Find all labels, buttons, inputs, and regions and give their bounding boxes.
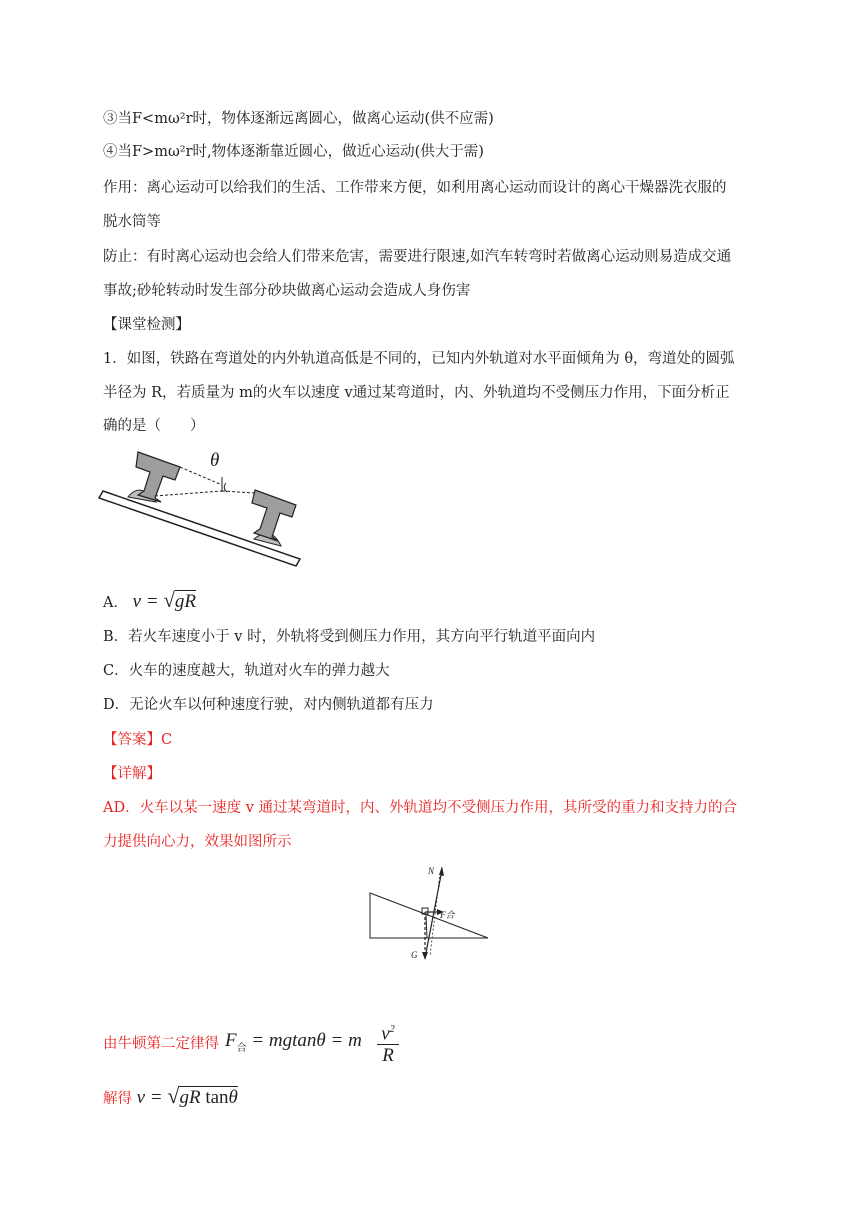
normal-force-label: N [428, 866, 435, 876]
text-line: ④当F>mω²r时,物体逐渐靠近圆心，做近心运动(供大于需) [103, 144, 484, 160]
solution-equation [103, 1082, 238, 1110]
rail-figure [95, 445, 315, 575]
explain-text: 力提供向心力，效果如图所示 [103, 834, 292, 850]
option-a-formula: v = √gR [132, 588, 196, 612]
section-heading: 【课堂检测】 [103, 317, 190, 333]
solution-formula: v = √gR tanθ [136, 1083, 238, 1108]
fraction: $v^2$ R [377, 1020, 399, 1067]
option-a-label: A． [103, 595, 128, 611]
option-a [103, 587, 196, 613]
question-text: 1．如图，铁路在弯道处的内外轨道高低是不同的，已知内外轨道对水平面倾角为 θ，弯道处的圆弧 [103, 351, 735, 367]
text-line: 防止：有时离心运动也会给人们带来危害，需要进行限速,如汽车转弯时若做离心运动则易造成交通 [103, 249, 732, 265]
text-line: 作用：离心运动可以给我们的生活、工作带来方便，如利用离心运动而设计的离心干燥器洗衣服的 [103, 180, 727, 196]
text-line: ③当F<mω²r时，物体逐渐远离圆心，做离心运动(供不应需) [103, 111, 494, 127]
force-diagram [360, 858, 500, 968]
text-line: 事故;砂轮转动时发生部分砂块做离心运动会造成人身伤害 [103, 283, 471, 299]
question-text: 确的是（ ） [103, 418, 205, 434]
newton-formula: $F_合 = mgtan\theta = m$ [225, 1030, 362, 1054]
question-text: 半径为 R，若质量为 m的火车以速度 v通过某弯道时，内、外轨道均不受侧压力作用，下面分析正 [103, 385, 730, 401]
option-d: D．无论火车以何种速度行驶，对内侧轨道都有压力 [103, 697, 434, 713]
solution-prefix: 解得 [103, 1091, 132, 1107]
option-c: C．火车的速度越大，轨道对火车的弹力越大 [103, 663, 390, 679]
answer-label: 【答案】C [103, 732, 173, 748]
newton-prefix: 由牛顿第二定律得 [103, 1036, 219, 1052]
angle-label: θ [210, 450, 220, 471]
net-force-label: F合 [440, 910, 455, 920]
explain-label: 【详解】 [103, 766, 161, 782]
option-b: B．若火车速度小于 v 时，外轨将受到侧压力作用，其方向平行轨道平面向内 [103, 629, 596, 645]
gravity-label: G [411, 950, 418, 960]
explain-text: AD．火车以某一速度 v 通过某弯道时，内、外轨道均不受侧压力作用，其所受的重力和支持力的合 [103, 800, 738, 816]
text-line: 脱水筒等 [103, 214, 161, 230]
